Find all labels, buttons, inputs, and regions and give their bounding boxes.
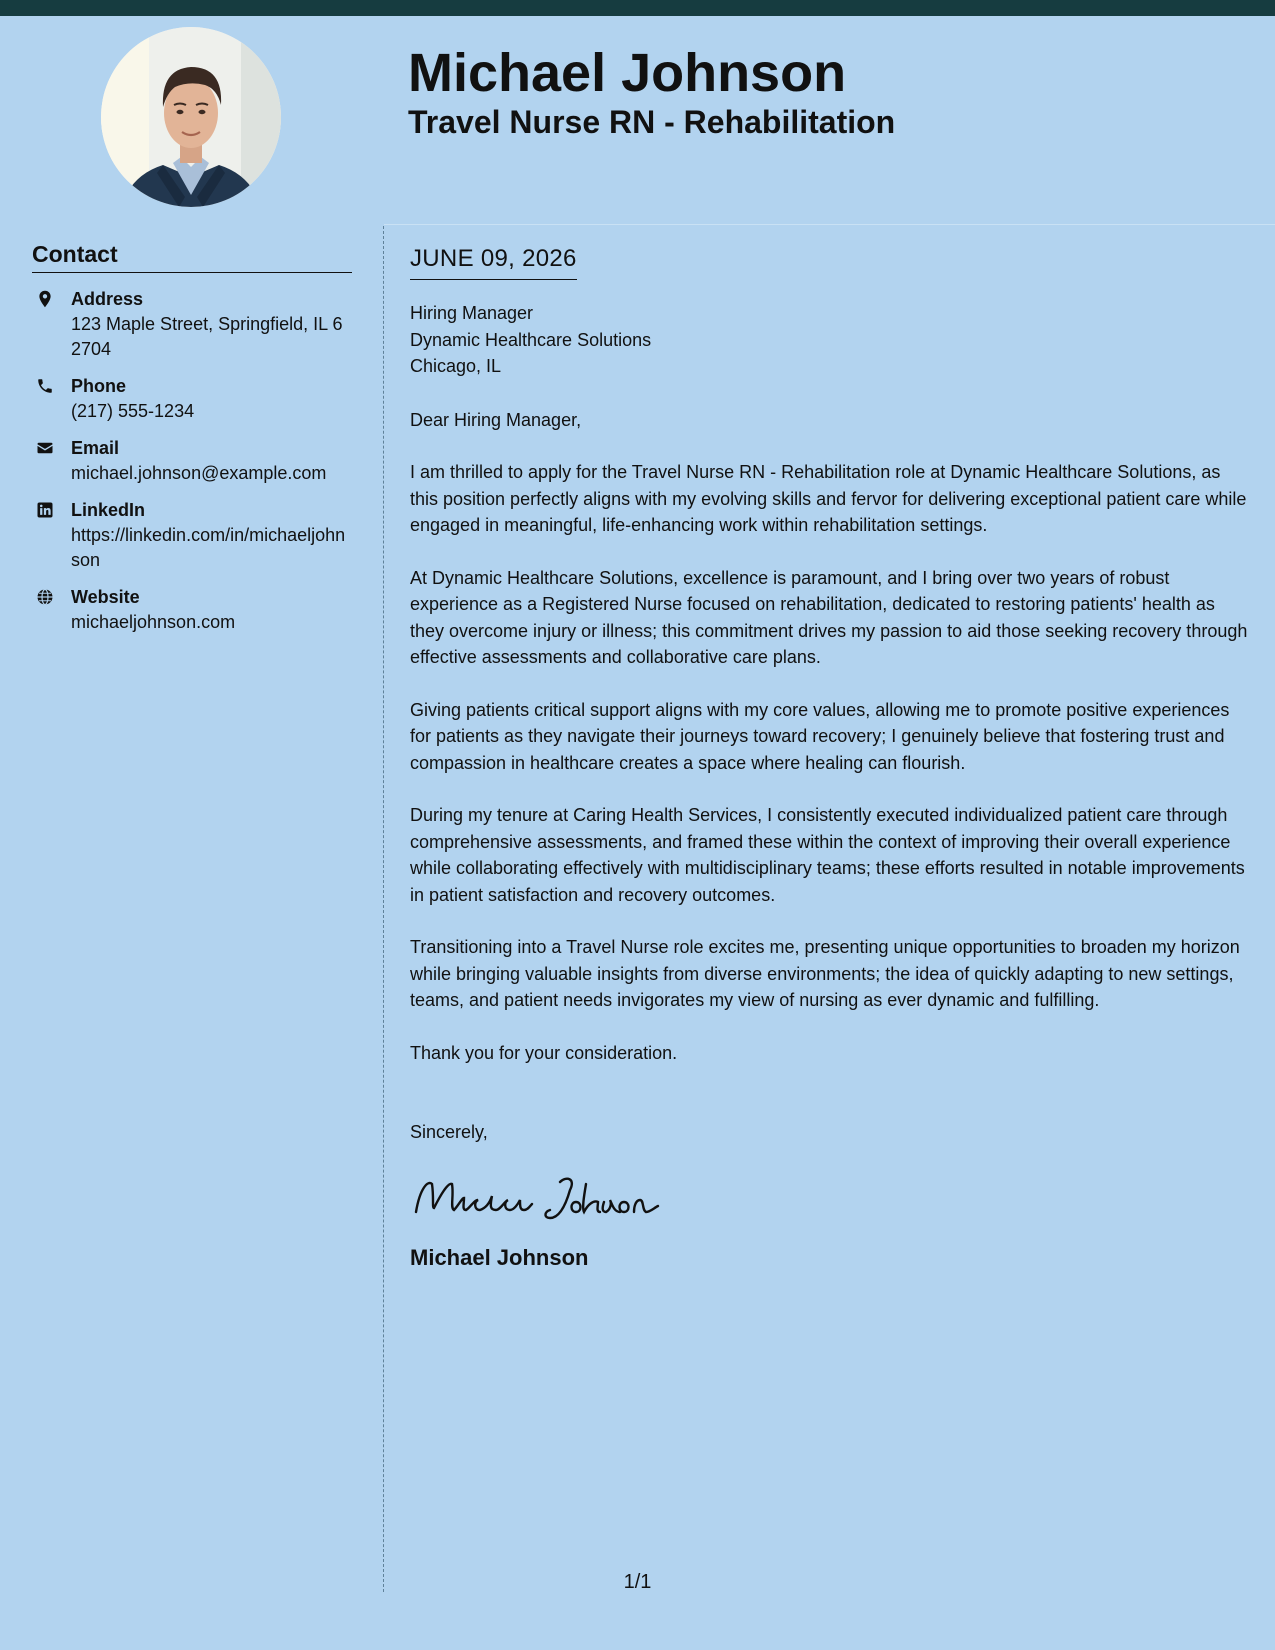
recipient-line: Chicago, IL <box>410 356 502 376</box>
letter-date: JUNE 09, 2026 <box>410 243 577 280</box>
contact-email <box>32 436 352 486</box>
body-paragraph: Giving patients critical support aligns with my core values, allowing me to promote positive experiences for patients as they navigate their journeys toward recovery; I genuinely believe that fostering trust and compassion in healthcare creates a space where healing can flourish. <box>410 699 1230 773</box>
website-value[interactable]: michaeljohnson.com <box>71 612 236 632</box>
contact-address <box>32 287 352 362</box>
top-accent-bar <box>0 0 1275 16</box>
header-divider <box>384 224 1275 225</box>
recipient-line: Dynamic Healthcare Solutions <box>410 329 652 350</box>
signature-drawing <box>410 1168 670 1228</box>
address-label: Address <box>71 289 144 309</box>
body-paragraph: At Dynamic Healthcare Solutions, excellence is paramount, and I bring over two years of robust experience as a Registered Nurse focused on rehabilitation, dedicated to restoring patients' health as they overcome injury or illness; this commitment drives my passion to aid those seeking recovery through effective assessments and collaborative care plans. <box>410 567 1248 667</box>
profile-photo-illustration <box>101 27 281 207</box>
linkedin-icon <box>36 501 54 519</box>
body-paragraph: Transitioning into a Travel Nurse role excites me, presenting unique opportunities to broaden my horizon while bringing valuable insights from diverse environments; the idea of quickly adapting to new settings, teams, and patient needs invigorates my view of nursing as ever dynamic and fulfilling. <box>410 937 1240 1010</box>
recipient-line: Hiring Manager <box>410 303 534 323</box>
linkedin-label: LinkedIn <box>71 500 146 520</box>
closing: Sincerely, <box>410 1122 488 1142</box>
map-pin-icon <box>36 290 54 308</box>
contact-phone <box>32 374 352 424</box>
email-label: Email <box>71 438 120 458</box>
contact-heading: Contact <box>32 240 352 273</box>
page-number: 1/1 <box>623 1571 652 1593</box>
cover-letter-body <box>410 243 1250 1272</box>
contact-sidebar <box>32 240 352 635</box>
contact-website <box>32 585 352 635</box>
email-value: michael.johnson@example.com <box>71 463 327 483</box>
contact-linkedin <box>32 498 352 573</box>
job-title: Travel Nurse RN - Rehabilitation <box>408 104 896 140</box>
column-divider <box>383 226 384 1592</box>
linkedin-value[interactable]: https://linkedin.com/in/michaeljohnson <box>71 525 346 570</box>
globe-icon <box>36 588 54 606</box>
website-label: Website <box>71 587 140 607</box>
signed-name: Michael Johnson <box>410 1244 589 1270</box>
body-paragraph: I am thrilled to apply for the Travel Nurse RN - Rehabilitation role at Dynamic Healthcare Solutions, as this position perfectly aligns with my evolving skills and fervor for delivering exceptional patient care while engaged in meaningful, life-enhancing work within rehabilitation settings. <box>410 462 1247 535</box>
body-paragraph: During my tenure at Caring Health Services, I consistently executed individualized patient care through comprehensive assessments, and framed these within the context of improving their overall experience while collaborating effectively with multidisciplinary teams; these efforts resulted in notable improvements in patient satisfaction and recovery outcomes. <box>410 805 1245 905</box>
handwritten-signature <box>410 1168 1250 1228</box>
recipient-block <box>410 300 1250 380</box>
envelope-icon <box>36 439 54 457</box>
applicant-name: Michael Johnson <box>408 43 847 103</box>
salutation: Dear Hiring Manager, <box>410 409 582 430</box>
profile-photo <box>101 27 281 207</box>
phone-icon <box>36 377 54 395</box>
phone-value: (217) 555-1234 <box>71 401 195 421</box>
address-value: 123 Maple Street, Springfield, IL 62704 <box>71 314 343 359</box>
thank-you-line: Thank you for your consideration. <box>410 1042 678 1063</box>
phone-label: Phone <box>71 376 127 396</box>
